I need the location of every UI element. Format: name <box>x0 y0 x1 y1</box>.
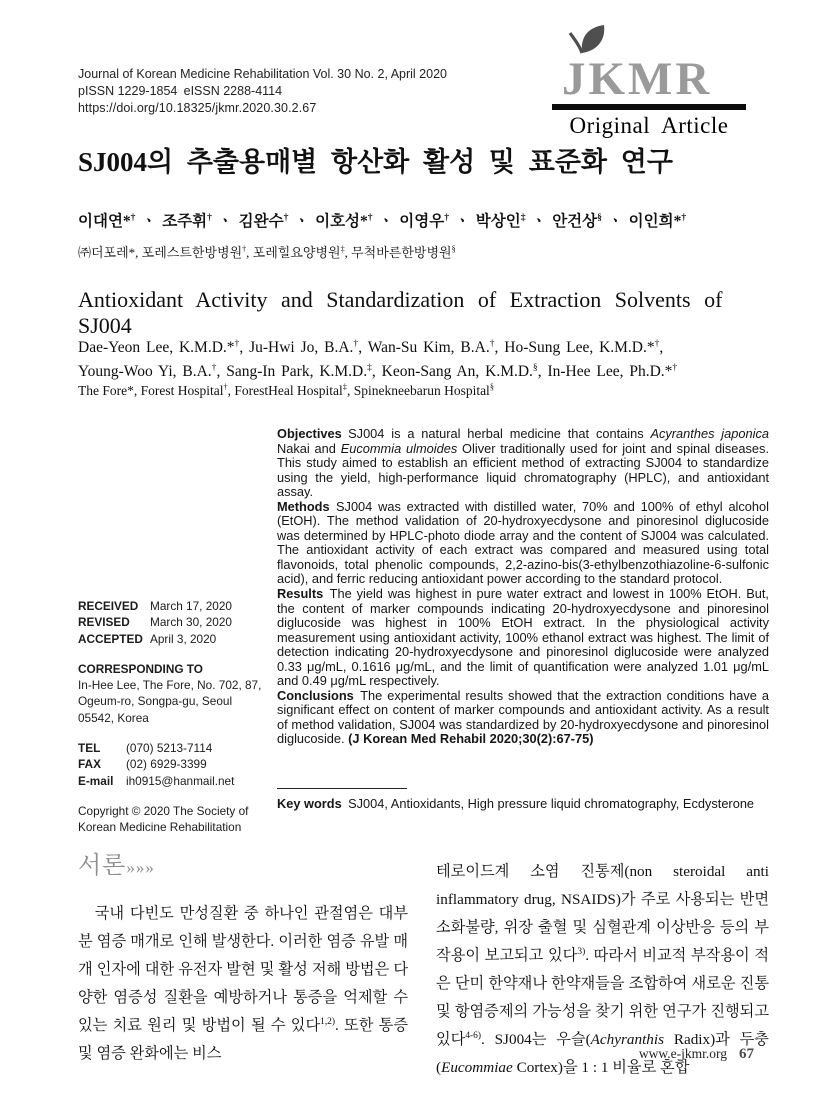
logo-text: JKMR <box>562 53 713 105</box>
intro-paragraph-right: 테로이드계 소염 진통제(non steroidal anti inflammatory drug, NSAIDS)가 주로 사용되는 반면 소화불량, 위장 출혈 및 심혈관계 이상반응 등의 부작용이 보고되고 있다$^{3)}$. 따라서 비교적 부작용이 적은 단미 한약재나 한약재들을 조합하여 새로운 진통 및 항염증제의 가능성을 찾기 위한 연구가 진행되고 있다$^{4-6)}$. SJ004는 우슬(Achyranthis Radix)과 두충(Eucommiae Cortex)을 1 : 1 비율로 혼합 <box>436 863 769 1076</box>
column-left <box>78 845 408 1082</box>
keywords-block <box>277 788 769 811</box>
tel-label: TEL <box>78 741 101 756</box>
abstract-results: Results The yield was highest in pure water extract and lowest in 100% EtOH. But, the content of marker compounds indicating 20-hydroxyecdysone and pinoresinol diglucoside was highest in 100% EtOH extract. In the physiological activity measurement using antioxidant activity, 100% ethanol extract was highest. The limit of detection indicating 20-hydroxyecdysone and pinoresinol diglucoside were analyzed 0.33 μg/mL, 0.1616 μg/mL, and the limit of quantification were analyzed 1.01 μg/mL and 0.49 μg/mL respectively. <box>277 586 769 689</box>
jkmr-logo <box>552 24 746 139</box>
doi-link[interactable]: https://doi.org/10.18325/jkmr.2020.30.2.67 <box>78 101 317 115</box>
received-date: March 17, 2020 <box>150 599 232 613</box>
accepted-date: April 3, 2020 <box>150 631 217 646</box>
abstract-section <box>277 427 769 747</box>
english-affiliations: The Fore*, Forest Hospital†, ForestHeal Hospital‡, Spinekneebarun Hospital§ <box>78 382 495 398</box>
abstract-methods: Methods SJ004 was extracted with distilled water, 70% and 100% of ethyl alcohol (EtOH). The method validation of 20-hydroxyecdysone and pinoresinol diglucoside was determined by HPLC-photo diode array and the content of SJ004 was calculated. The antioxidant activity of each extract was compared and measured using total flavonoids, total phenolic compounds, 2,2-azino-bis(3-ethylbenzothiazoline-6-sulfonic acid), and ferric reducing antioxidant power according to the standard protocol. <box>277 498 769 587</box>
email-label: E-mail <box>78 773 114 788</box>
received-row <box>78 598 268 614</box>
revised-row <box>78 614 268 630</box>
tel-row <box>78 740 268 756</box>
intro-paragraph-left: 국내 다빈도 만성질환 중 하나인 관절염은 대부분 염증 매개로 인해 발생한다. 이러한 염증 유발 매개 인자에 대한 유전자 발현 및 활성 저해 방법은 다양한 염증성 질환을 예방하거나 통증을 억제할 수 있는 치료 원리 및 방법이 될 수 있다$^{1,2)}$. 또한 통증 및 염증 완화에는 비스 <box>78 905 408 1062</box>
keywords-line: Key words SJ004, Antioxidants, High pressure liquid chromatography, Ecdysterone <box>277 796 755 811</box>
fax-row <box>78 756 268 772</box>
contact-block <box>78 740 268 789</box>
tel-number: (070) 5213-7114 <box>126 741 213 756</box>
revised-date: March 30, 2020 <box>150 615 232 630</box>
email-link[interactable]: ih0915@hanmail.net <box>126 773 235 788</box>
accepted-label: ACCEPTED <box>78 631 143 646</box>
copyright-notice: Copyright © 2020 The Society of Korean Medicine Rehabilitation <box>78 803 249 835</box>
journal-title-line: Journal of Korean Medicine Rehabilitation Vol. 30 No. 2, April 2020 <box>78 67 447 81</box>
korean-title: SJ004의 추출용매별 항산화 활성 및 표준화 연구 <box>78 147 673 177</box>
abstract-conclusions: Conclusions The experimental results showed that the extraction conditions have a significant effect on content of marker compounds and antioxidant activity. As a result of method validation, SJ004 was standardized by 20-hydroxyecdysone and pinoresinol diglucoside. (J Korean Med Rehabil 2020;30(2):67-75) <box>277 687 769 747</box>
received-label: RECEIVED <box>78 599 139 613</box>
revised-label: REVISED <box>78 615 130 630</box>
fax-label: FAX <box>78 757 101 772</box>
korean-authors: 이대연*† ㆍ 조주휘† ㆍ 김완수† ㆍ 이호성*† ㆍ 이영우† ㆍ 박상인‡ ㆍ 안건상§ ㆍ 이인희*† <box>78 211 687 230</box>
email-row <box>78 773 268 789</box>
logo-row <box>552 24 746 105</box>
korean-affiliations: ㈜더포레*, 포레스트한방병원†, 포레힐요양병원‡, 무척바른한방병원§ <box>78 244 456 260</box>
introduction-heading-text: 서론 <box>78 853 127 879</box>
corresponding-block <box>78 661 268 726</box>
accepted-row <box>78 631 268 647</box>
corresponding-address: In-Hee Lee, The Fore, No. 702, 87, Ogeum-ro, Songpa-gu, Seoul 05542, Korea <box>78 678 262 725</box>
fax-number: (02) 6929-3399 <box>126 757 207 772</box>
journal-info <box>78 66 447 117</box>
article-type-label: Original Article <box>569 113 729 138</box>
page-number: 67 <box>739 1046 754 1062</box>
corresponding-label: CORRESPONDING TO <box>78 661 203 676</box>
keywords-divider <box>277 788 407 789</box>
abstract-objectives: Objectives SJ004 is a natural herbal medicine that contains Acyranthes japonica Nakai and Eucommia ulmoides Oliver traditionally used for joint and spinal diseases. This study aimed to establish an efficient method of extracting SJ004 to standardize using the yield, high-performance liquid chromatography (HPLC), and antioxidant assay. <box>277 426 770 500</box>
introduction-heading <box>78 845 408 880</box>
article-info-sidebar <box>78 598 268 836</box>
english-authors: Dae-Yeon Lee, K.M.D.*†, Ju-Hwi Jo, B.A.†, Wan-Su Kim, B.A.†, Ho-Sung Lee, K.M.D.*†, Young-Woo Yi, B.A.†, Sang-In Park, K.M.D.‡, Keon-Sang An, K.M.D.§, In-Hee Lee, Ph.D.*† <box>78 337 678 380</box>
issn-line: pISSN 1229-1854 eISSN 2288-4114 <box>78 84 283 98</box>
english-title: Antioxidant Activity and Standardization of Extraction Solvents of SJ004 <box>78 287 723 338</box>
page-footer <box>639 1046 754 1063</box>
heading-chevrons-icon: »»» <box>126 858 155 877</box>
journal-url[interactable]: www.e-jkmr.org <box>638 1046 727 1061</box>
